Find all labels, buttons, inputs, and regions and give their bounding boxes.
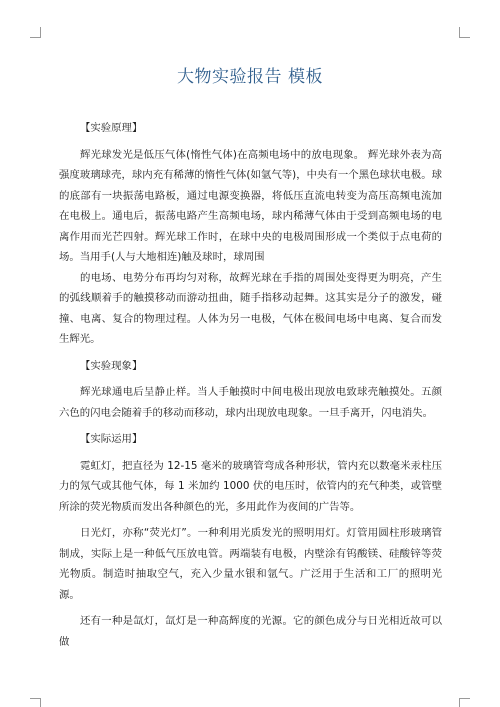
document-title: 大物实验报告 模板: [177, 67, 323, 87]
document-body: [59, 118, 442, 658]
paragraph: 霓虹灯，把直径为 12-15 毫米的玻璃管弯成各种形状，管内充以数毫米汞柱压力的氖气或其他气体，每 1 米加约 1000 伏的电压时，依管内的充气种类，或管壁所涂的荧光物质而发出各种颜色的光，多用此作为夜间的广告等。: [59, 459, 442, 513]
corner-mark-bottom-left: [30, 698, 41, 707]
corner-mark-top-right: [459, 27, 470, 38]
section-heading-principle: 【实验原理】: [80, 122, 143, 134]
paragraph: 辉光球发光是低压气体(惰性气体)在高频电场中的放电现象。 辉光球外表为高强度玻璃球壳，球内充有稀薄的惰性气体(如氩气等)，中央有一个黑色球状电极。球的底部有一块振荡电路板，通过电源变换器，将低压直流电转变为高压高频电流加在电极上。通电后，振荡电路产生高频电场，球内稀薄气体由于受到高频电场的电离作用而光芒四射。辉光球工作时，在球中央的电极周围形成一个类似于点电荷的场。当用手(人与大地相连)触及球时，球周围: [59, 148, 442, 263]
corner-mark-bottom-right: [459, 698, 470, 707]
section-heading-phenomenon: 【实验现象】: [80, 359, 143, 372]
paragraph: 的电场、电势分布再均匀对称，故辉光球在手指的周围处变得更为明亮，产生的弧线顺着手的触摸移动而游动扭曲，随手指移动起舞。这其实是分子的激发，碰撞、电离、复合的物理过程。人体为另一电极，气体在极间电场中电离、复合而发生辉光。: [59, 271, 442, 345]
paragraph: 还有一种是氙灯，氙灯是一种高辉度的光源。它的颜色成分与日光相近故可以做: [59, 615, 442, 648]
paragraph: 辉光球通电后呈静止样。当人手触摸时中间电极出现放电致球壳触摸处。五颜六色的闪电会随着手的移动而移动，球内出现放电现象。一旦手离开，闪电消失。: [59, 386, 442, 419]
corner-mark-top-left: [30, 27, 41, 38]
paragraph: 日光灯，亦称“荧光灯”。一种利用光质发光的照明用灯。灯管用圆柱形玻璃管制成，实际上是一种低气压放电管。两端装有电极，内壁涂有钨酸镁、硅酸锌等荧光物质。制造时抽取空气，充入少量水银和氩气。广泛用于生活和工厂的照明光源。: [59, 527, 442, 601]
section-heading-application: 【实际运用】: [80, 433, 143, 445]
